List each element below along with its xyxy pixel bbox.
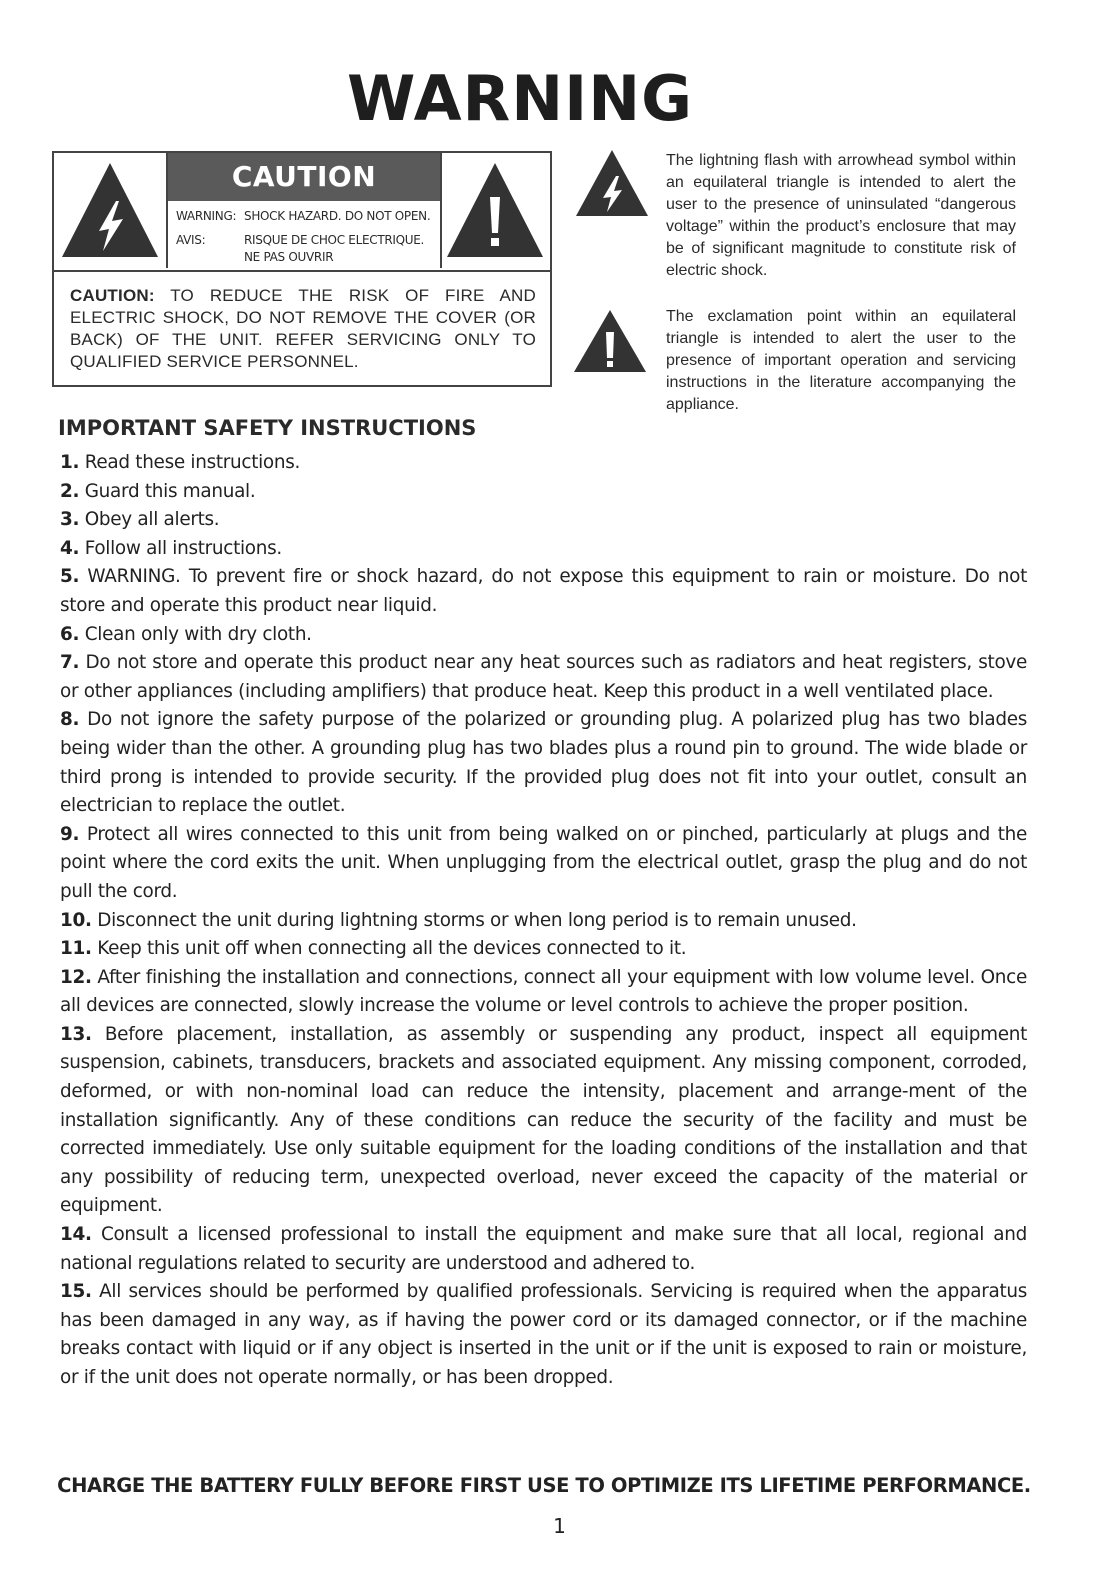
list-item: [60, 563, 1027, 620]
list-item: [60, 478, 1027, 507]
lightning-symbol-description: The lightning flash with arrowhead symbol within an equilateral triangle is intended to alert the user to the presence of uninsulated “dangerous voltage” within the product’s enclosure that may be of significant magnitude to constitute risk of electric shock.: [666, 152, 1016, 279]
list-item: [60, 506, 1027, 535]
list-item: [60, 964, 1027, 1021]
caution-label-center: [166, 153, 442, 268]
item-number: 4.: [60, 537, 80, 559]
list-item: [60, 935, 1027, 964]
item-text: Do not ignore the safety purpose of the polarized or grounding plug. A polarized plug has two blades being wider than the other. A grounding plug has two blades plus a round pin to ground. The wide blade or third prong is intended to provide security. If the provided plug does not fit into your outlet, consult an electrician to replace the outlet.: [60, 709, 1028, 817]
item-number: 9.: [60, 823, 80, 845]
item-text: All services should be performed by qualified professionals. Servicing is required when the apparatus has been damaged in any way, as if having the power cord or its damaged connector, or if the machine breaks contact with liquid or if any object is inserted in the unit or if the unit is exposed to rain or moisture, or if the unit does not operate normally, or has been dropped.: [60, 1281, 1027, 1388]
caution-statement: [70, 285, 536, 373]
item-text: Protect all wires connected to this unit from being walked on or pinched, particularly at plugs and the point where the cord exits the unit. When unplugging from the electrical outlet, grasp the plug and do not pull the cord.: [60, 823, 1027, 902]
item-number: 15.: [60, 1281, 92, 1303]
exclamation-symbol-description: The exclamation point within an equilateral triangle is intended to alert the user to the presence of important operation and servicing instructions in the literature accompanying the appliance.: [666, 308, 1016, 413]
caution-row-label: WARNING:: [176, 209, 237, 223]
page-title: WARNING: [346, 62, 694, 135]
exclamation-triangle-icon: [572, 308, 648, 374]
item-number: 12.: [60, 966, 92, 988]
item-number: 3.: [60, 509, 80, 531]
item-number: 7.: [60, 652, 80, 674]
item-number: 14.: [60, 1224, 92, 1246]
caution-body: TO REDUCE THE RISK OF FIRE AND ELECTRIC SHOCK, DO NOT REMOVE THE COVER (OR BACK) OF THE UNIT. REFER SERVICING ONLY TO QUALIFIED SERVICE PERSONNEL.: [70, 286, 536, 371]
list-item: [60, 706, 1027, 820]
item-number: 13.: [60, 1023, 92, 1045]
instructions-heading: IMPORTANT SAFETY INSTRUCTIONS: [58, 416, 477, 440]
item-number: 10.: [60, 909, 92, 931]
item-number: 2.: [60, 480, 80, 502]
exclamation-triangle-icon: [444, 159, 546, 261]
item-text: Consult a licensed professional to install the equipment and make sure that all local, regional and national regulations related to security are understood and adhered to.: [60, 1224, 1027, 1274]
caution-prefix: CAUTION:: [70, 286, 155, 305]
caution-row-text: SHOCK HAZARD. DO NOT OPEN.: [244, 209, 431, 223]
instructions-list: [60, 449, 1027, 1393]
list-item: [60, 449, 1027, 478]
item-text: After finishing the installation and connections, connect all your equipment with low volume level. Once all devices are connected, slowly increase the volume or level controls to achieve the proper position.: [60, 966, 1027, 1017]
item-number: 6.: [60, 623, 80, 645]
item-text: Clean only with dry cloth.: [84, 623, 312, 645]
item-text: Read these instructions.: [84, 452, 301, 473]
list-item: [60, 1021, 1027, 1221]
list-item: [60, 535, 1027, 564]
page-number: 1: [553, 1514, 566, 1538]
caution-row-text: NE PAS OUVRIR: [244, 250, 334, 264]
caution-row-warning: [176, 209, 430, 223]
caution-row-label: AVIS:: [176, 233, 206, 247]
item-text: Follow all instructions.: [84, 537, 282, 559]
list-item: [60, 821, 1027, 907]
list-item: [60, 1221, 1027, 1278]
list-item: [60, 1278, 1027, 1392]
item-text: Obey all alerts.: [84, 509, 220, 531]
item-number: 11.: [60, 938, 92, 960]
lightning-triangle-icon: [59, 159, 161, 261]
list-item: [60, 907, 1027, 936]
item-number: 1.: [60, 452, 80, 473]
caution-row-avis: [176, 233, 424, 247]
caution-row-text: RISQUE DE CHOC ELECTRIQUE.: [244, 233, 425, 247]
item-text: Disconnect the unit during lightning storms or when long period is to remain unused.: [97, 909, 857, 931]
list-item: [60, 649, 1027, 706]
battery-notice: CHARGE THE BATTERY FULLY BEFORE FIRST USE TO OPTIMIZE ITS LIFETIME PERFORMANCE.: [57, 1474, 1031, 1497]
item-text: Do not store and operate this product near any heat sources such as radiators and heat registers, stove or other appliances (including amplifiers) that produce heat. Keep this product in a well ventilated place.: [60, 652, 1027, 702]
list-item: [60, 621, 1027, 650]
item-text: WARNING. To prevent fire or shock hazard, do not expose this equipment to rain or moisture. Do not store and operate this product near liquid.: [60, 566, 1028, 616]
lightning-triangle-icon: [574, 148, 650, 218]
item-number: 8.: [60, 709, 80, 731]
item-text: Keep this unit off when connecting all the devices connected to it.: [97, 938, 687, 960]
item-number: 5.: [60, 566, 80, 588]
item-text: Before placement, installation, as assembly or suspending any product, inspect all equipment suspension, cabinets, transducers, brackets and associated equipment. Any missing component, corroded, deformed, or with non-nominal load can reduce the intensity, placement and arrange-ment of the installation significantly. Any of these conditions can reduce the security of the facility and must be corrected immediately. Use only suitable equipment for the loading conditions of the installation and that any possibility of reducing term, unexpected overload, never exceed the capacity of the material or equipment.: [60, 1023, 1027, 1217]
item-text: Guard this manual.: [84, 480, 256, 502]
caution-row-avis-cont: [176, 250, 333, 264]
caution-label-box: [52, 151, 552, 387]
caution-label-top: [54, 153, 550, 272]
caution-header: CAUTION: [168, 153, 440, 201]
